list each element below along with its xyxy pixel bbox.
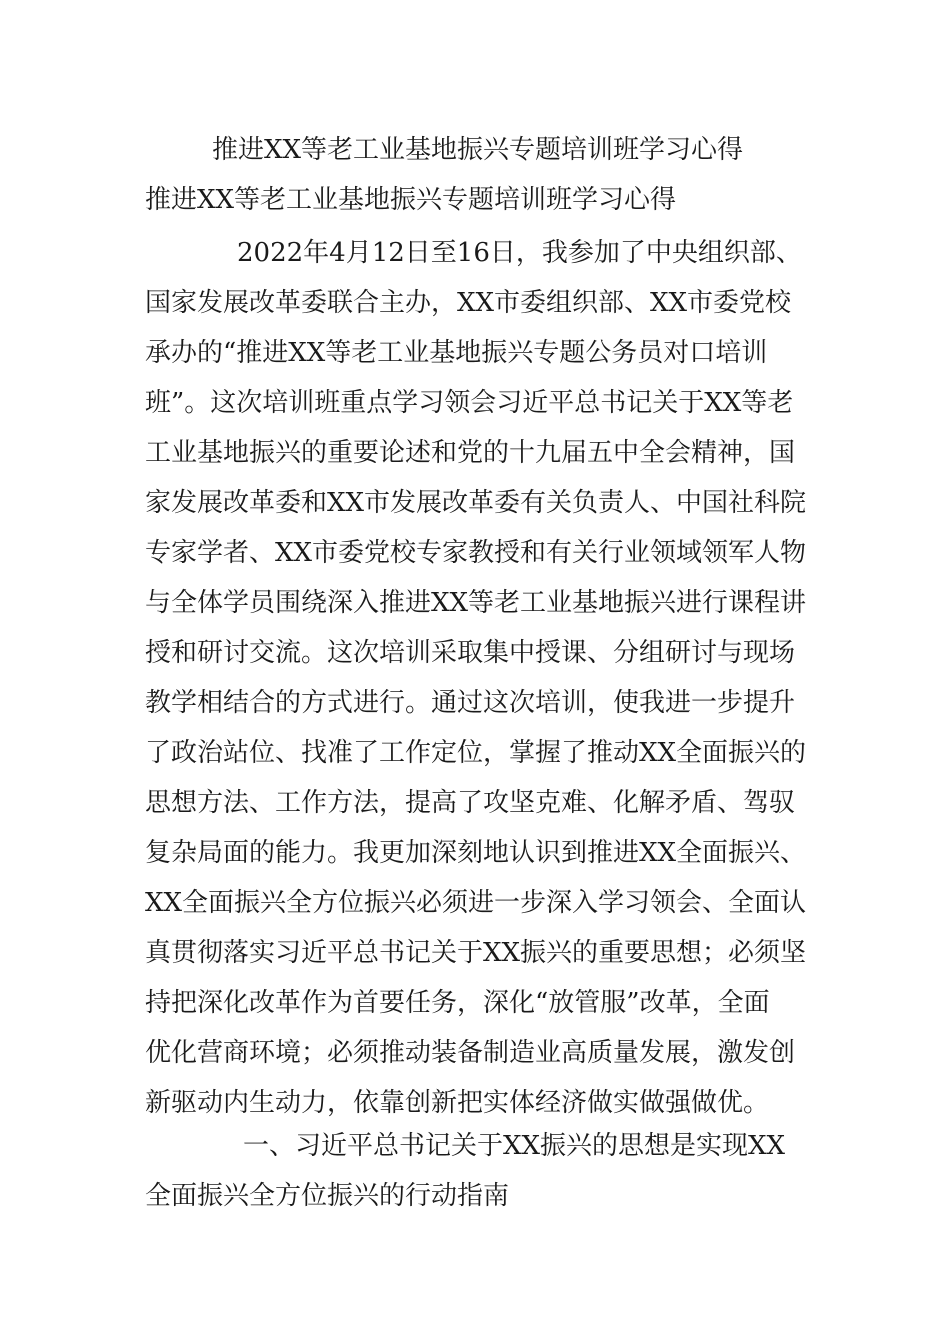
paragraph-line: 专家学者、XX市委党校专家教授和有关行业领域领军人物: [145, 538, 807, 568]
section-heading-line: 一、习近平总书记关于XX振兴的思想是实现XX: [243, 1131, 786, 1161]
paragraph-line: 承办的“推进XX等老工业基地振兴专题公务员对口培训: [145, 338, 768, 368]
paragraph-1: [145, 228, 825, 1128]
paragraph-line: 国家发展改革委联合主办，XX市委组织部、XX市委党校: [145, 288, 792, 318]
paragraph-line: 持把深化改革作为首要任务，深化“放管服”改革，全面: [145, 988, 770, 1018]
paragraph-line: 复杂局面的能力。我更加深刻地认识到推进XX全面振兴、: [145, 838, 807, 868]
paragraph-line: 了政治站位、找准了工作定位，掌握了推动XX全面振兴的: [145, 738, 807, 768]
paragraph-line: 优化营商环境；必须推动装备制造业高质量发展，激发创: [145, 1038, 796, 1068]
paragraph-line: 家发展改革委和XX市发展改革委有关负责人、中国社科院: [145, 488, 807, 518]
paragraph-line: 与全体学员围绕深入推进XX等老工业基地振兴进行课程讲: [145, 588, 807, 618]
paragraph-line: 思想方法、工作方法，提高了攻坚克难、化解矛盾、驾驭: [145, 788, 796, 818]
paragraph-line: 授和研讨交流。这次培训采取集中授课、分组研讨与现场: [145, 638, 796, 668]
section-heading-1: [145, 1121, 825, 1221]
section-heading-line: 全面振兴全方位振兴的行动指南: [145, 1181, 510, 1211]
paragraph-line: 新驱动内生动力，依靠创新把实体经济做实做强做优。: [145, 1088, 770, 1118]
paragraph-line: 教学相结合的方式进行。通过这次培训，使我进一步提升: [145, 688, 796, 718]
document-title: 推进XX等老工业基地振兴专题培训班学习心得: [212, 135, 744, 165]
paragraph-line: XX全面振兴全方位振兴必须进一步深入学习领会、全面认: [145, 888, 807, 918]
paragraph-line: 班”。这次培训班重点学习领会习近平总书记关于XX等老: [145, 388, 794, 418]
paragraph-line: 真贯彻落实习近平总书记关于XX振兴的重要思想；必须坚: [145, 938, 807, 968]
document-subtitle: 推进XX等老工业基地振兴专题培训班学习心得: [145, 185, 677, 215]
paragraph-line: 工业基地振兴的重要论述和党的十九届五中全会精神，国: [145, 438, 796, 468]
paragraph-line: 2022年4月12日至16日，我参加了中央组织部、: [237, 238, 802, 268]
